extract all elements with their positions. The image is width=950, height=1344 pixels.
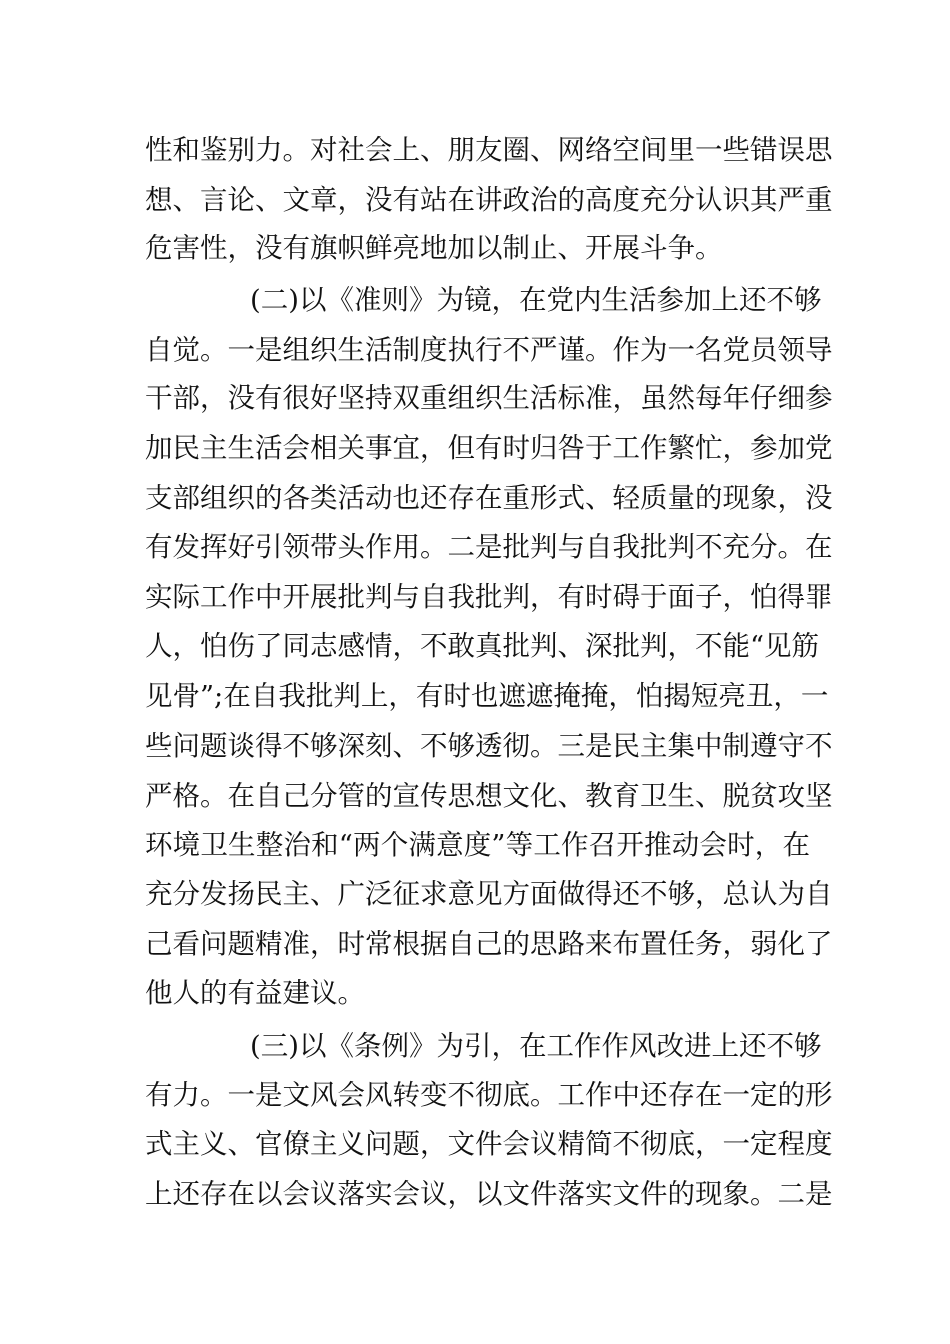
text-line: 些问题谈得不够深刻、不够透彻。三是民主集中制遵守不 <box>145 730 833 762</box>
text-line: 性和鉴别力。对社会上、朋友圈、网络空间里一些错误思 <box>145 134 833 166</box>
text-line: 严格。在自己分管的宣传思想文化、教育卫生、脱贫攻坚 <box>145 780 833 812</box>
text-line: 上还存在以会议落实会议，以文件落实文件的现象。二是 <box>145 1178 833 1210</box>
text-line: 有力。一是文风会风转变不彻底。工作中还存在一定的形 <box>145 1079 833 1111</box>
paragraph-heading-3: (三)以《条例》为引，在工作作风改进上还不够 <box>250 1030 822 1062</box>
text-line: 充分发扬民主、广泛征求意见方面做得还不够，总认为自 <box>145 878 833 910</box>
text-line: 有发挥好引领带头作用。二是批判与自我批判不充分。在 <box>145 531 833 563</box>
text-line: 干部，没有很好坚持双重组织生活标准，虽然每年仔细参 <box>145 382 833 414</box>
text-line: 人，怕伤了同志感情，不敢真批判、深批判，不能“见筋 <box>145 630 820 662</box>
text-line: 己看问题精准，时常根据自己的思路来布置任务，弱化了 <box>145 928 833 960</box>
text-line: 他人的有益建议。 <box>145 977 365 1009</box>
text-line: 危害性，没有旗帜鲜亮地加以制止、开展斗争。 <box>145 232 723 264</box>
text-line: 实际工作中开展批判与自我批判，有时碍于面子，怕得罪 <box>145 581 833 613</box>
text-line: 支部组织的各类活动也还存在重形式、轻质量的现象，没 <box>145 482 833 514</box>
paragraph-heading-2: (二)以《准则》为镜，在党内生活参加上还不够 <box>250 284 822 316</box>
text-line: 见骨”;在自我批判上，有时也遮遮掩掩，怕揭短亮丑，一 <box>145 680 829 712</box>
text-line: 加民主生活会相关事宜，但有时归咎于工作繁忙，参加党 <box>145 432 833 464</box>
text-line: 环境卫生整治和“两个满意度”等工作召开推动会时，在 <box>145 829 810 861</box>
text-line: 想、言论、文章，没有站在讲政治的高度充分认识其严重 <box>145 184 833 216</box>
text-line: 式主义、官僚主义问题，文件会议精简不彻底，一定程度 <box>145 1128 833 1160</box>
text-line: 自觉。一是组织生活制度执行不严谨。作为一名党员领导 <box>145 334 833 366</box>
